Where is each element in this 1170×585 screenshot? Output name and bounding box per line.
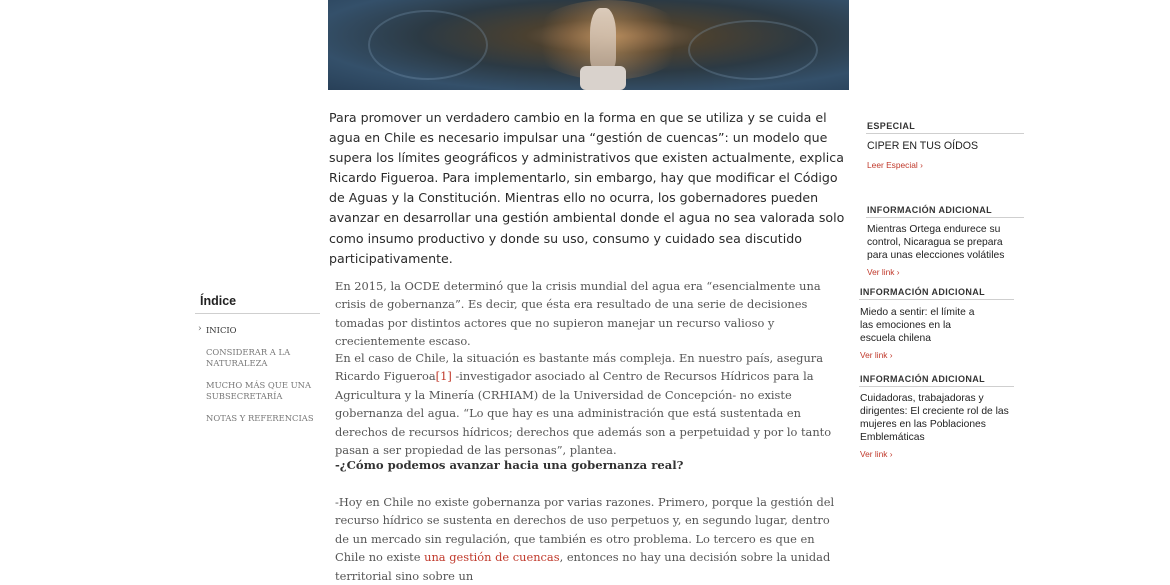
article-lead: Para promover un verdadero cambio en la forma en que se utiliza y se cuida el agua en Chile es necesario impulsar una “gestión de cuencas”: un modelo que supera los límites geográficos y administrativos que existen actualmente, explica Ricardo Figueroa. Para implementarlo, sin embargo, hay que modificar el Código de Aguas y la Constitución. Mientras ello no ocurra, los gobernadores pueden avanzar en desarrollar una gestión ambiental donde el agua no sea valorada solo como insumo productivo y donde su uso, consumo y cuidado sea discutido participativamente.	[329, 110, 845, 266]
article-paragraph-1: En 2015, la OCDE determinó que la crisis mundial del agua era “esencialmente una crisis de gobernanza”. Es decir, que ésta era resultado de una serie de decisiones tomadas por distintos actores que no supieron manejar un recurso valioso y crecientemente escaso.	[335, 279, 821, 349]
info-more-link-3[interactable]: Ver link ›	[860, 449, 893, 459]
info-heading-3: INFORMACIÓN ADICIONAL	[860, 374, 986, 384]
paragraph-text: -Hoy en Chile no existe gobernanza por varias razones. Primero, porque la gestión del recurso hídrico se sustenta en derechos de uso perpetuos y, en segundo lugar, dentro de un mercado sin regulación, que también es otro problema. Lo tercero es que en Chile no existe	[335, 495, 835, 565]
divider	[859, 386, 1014, 387]
hero-image	[328, 0, 849, 90]
article-paragraph-3	[335, 493, 845, 585]
article-paragraph-2	[335, 349, 845, 459]
divider	[195, 313, 320, 314]
water-ripple	[688, 20, 818, 80]
watershed-management-link[interactable]: una gestión de cuencas	[424, 550, 560, 565]
special-title[interactable]: CIPER EN TUS OÍDOS	[867, 140, 979, 152]
divider	[866, 217, 1024, 218]
water-ripple	[368, 10, 488, 80]
info-text-1[interactable]: Mientras Ortega endurece su control, Nicaragua se prepara para unas elecciones volátiles	[867, 224, 1005, 261]
interview-question: -¿Cómo podemos avanzar hacia una gobernanza real?	[335, 458, 684, 472]
footnote-link[interactable]: [1]	[435, 369, 452, 384]
info-heading-2: INFORMACIÓN ADICIONAL	[860, 287, 986, 297]
info-text-2[interactable]: Miedo a sentir: el límite a las emociones en la escuela chilena	[860, 307, 975, 344]
index-item-naturaleza[interactable]: CONSIDERAR A LA NATURALEZA	[206, 347, 291, 368]
index-item-notas[interactable]: NOTAS Y REFERENCIAS	[206, 413, 314, 423]
divider	[859, 299, 1014, 300]
info-more-link-1[interactable]: Ver link ›	[867, 267, 900, 277]
special-more-link[interactable]: Leer Especial ›	[867, 160, 923, 170]
index-item-subsecretaria[interactable]: MUCHO MÁS QUE UNA SUBSECRETARÍA	[206, 380, 312, 401]
info-text-3[interactable]: Cuidadoras, trabajadoras y dirigentes: El creciente rol de las mujeres en las Poblaciones Emblemáticas	[860, 393, 1009, 443]
paragraph-text: -investigador asociado al Centro de Recursos Hídricos para la Agricultura y la Minería (CRHIAM) de la Universidad de Concepción- no existe gobernanza del agua. “Lo que hay es una administración que está sustentada en derechos de recursos hídricos; derechos que además son a perpetuidad y por lo tanto pasan a ser propiedad de las personas”, plantea.	[335, 369, 832, 458]
statue-figure	[590, 8, 616, 70]
paragraph-text: , entonces no hay una decisión sobre la unidad territorial sino sobre un	[335, 550, 831, 583]
info-more-link-2[interactable]: Ver link ›	[860, 350, 893, 360]
index-item-inicio[interactable]: › INICIO	[198, 325, 320, 336]
info-heading-1: INFORMACIÓN ADICIONAL	[867, 205, 993, 215]
index-list	[198, 325, 320, 435]
statue-base	[580, 66, 626, 90]
index-title: Índice	[200, 294, 237, 308]
paragraph-text: En el caso de Chile, la situación es bastante más compleja. En nuestro país, asegura Ricardo Figueroa	[335, 351, 824, 384]
special-heading: ESPECIAL	[867, 121, 916, 131]
divider	[866, 133, 1024, 134]
